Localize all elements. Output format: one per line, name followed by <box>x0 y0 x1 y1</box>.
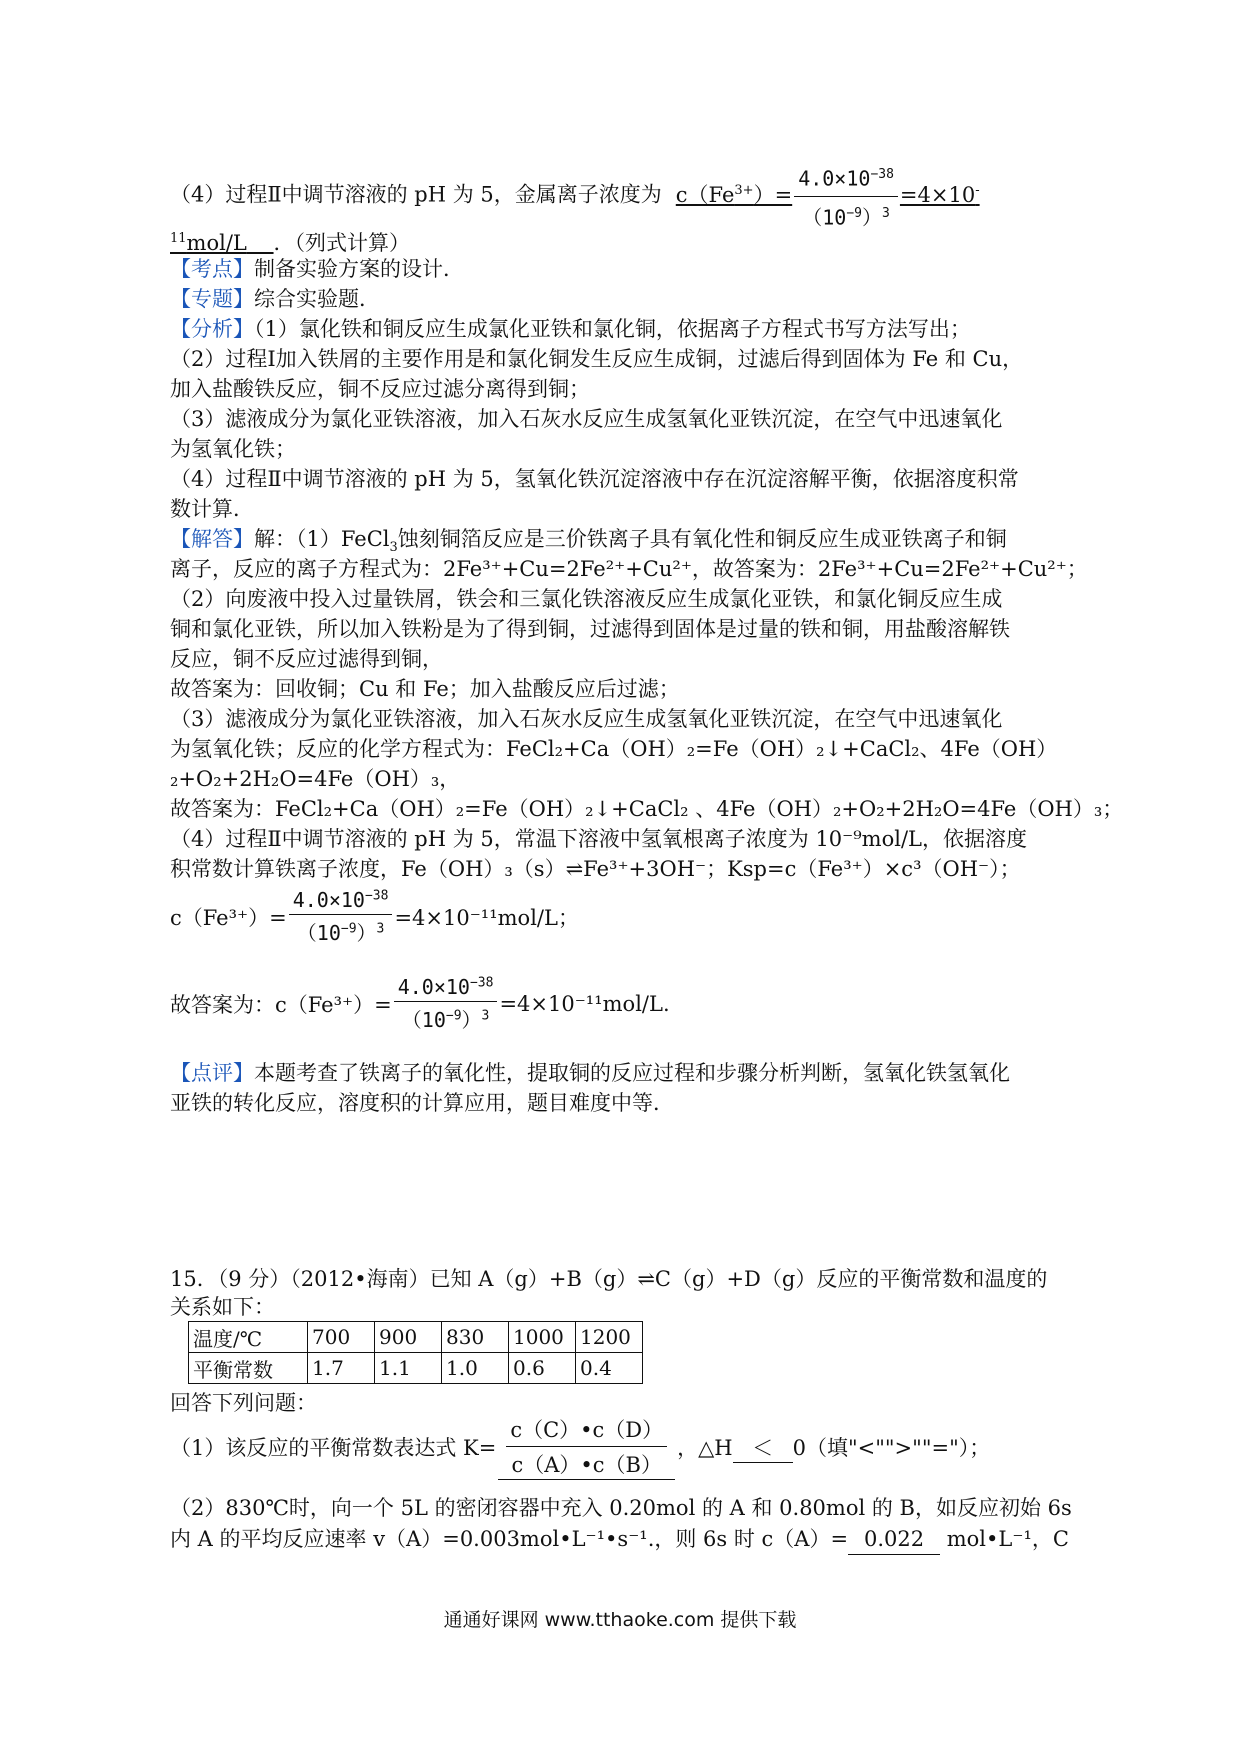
jieda-line-11: （4）过程Ⅱ中调节溶液的 pH 为 5，常温下溶液中氢氧根离子浓度为 10⁻⁹mol/L，依据溶度 <box>170 827 1027 851</box>
q15-line-1: 15．（9 分）（2012•海南）已知 A（g）+B（g）⇌C（g）+D（g）反应的平衡常数和温度的 <box>170 1267 1048 1291</box>
fenxi-line-6: （4）过程Ⅱ中调节溶液的 pH 为 5，氢氧化铁沉淀溶液中存在沉淀溶解平衡，依据溶度积常 <box>170 467 1019 491</box>
q4-frac-den-pow: 3 <box>882 205 890 221</box>
q15-p1-pre: （1）该反应的平衡常数表达式 K= <box>170 1436 497 1460</box>
q15-line-2: 关系如下： <box>170 1295 275 1319</box>
fenxi-line-4: （3）滤液成分为氯化亚铁溶液，加入石灰水反应生成氢氧化亚铁沉淀，在空气中迅速氧化 <box>170 407 1003 431</box>
table-cell: 700 <box>308 1322 375 1353</box>
table-row <box>189 1353 643 1384</box>
q4-frac-den-exp: −9 <box>846 205 863 221</box>
f2-den-pow: 3 <box>481 1008 490 1024</box>
jieda-line-12: 积常数计算铁离子浓度，Fe（OH）₃（s）⇌Fe³⁺+3OH⁻；Ksp=c（Fe³⁺）×c³（OH⁻）； <box>170 857 1021 881</box>
table-cell: 0.6 <box>509 1353 576 1384</box>
q15-p1-mid: ，△H <box>677 1436 733 1460</box>
jieda-line-7: （3）滤液成分为氯化亚铁溶液，加入石灰水反应生成氢氧化亚铁沉淀，在空气中迅速氧化 <box>170 707 1003 731</box>
jieda-line-6: 故答案为：回收铜；Cu 和 Fe；加入盐酸反应后过滤； <box>170 677 680 701</box>
dianping-line-2: 亚铁的转化反应，溶度积的计算应用，题目难度中等． <box>170 1091 674 1115</box>
q4-answer <box>662 183 792 207</box>
q15-dh-answer: ＜ <box>733 1432 793 1463</box>
q4-ans-c: c（Fe <box>675 182 735 207</box>
q15-p2-post: mol•L⁻¹，C <box>940 1527 1069 1551</box>
page-footer: 通通好课网 www.tthaoke.com 提供下载 <box>443 1609 797 1631</box>
q4-fraction <box>794 160 898 232</box>
kaodian-text: 制备实验方案的设计． <box>254 257 464 281</box>
jieda-formula-2 <box>170 975 670 1033</box>
zhuanti-text: 综合实验题． <box>254 287 380 311</box>
f1-pre: c（Fe³⁺）= <box>170 906 287 930</box>
f1-den: （10 <box>296 921 341 945</box>
q15-part1 <box>170 1414 990 1480</box>
table-cell: 900 <box>375 1322 442 1353</box>
table-cell: 1000 <box>509 1322 576 1353</box>
jieda-line-9: ₂+O₂+2H₂O=4Fe（OH）₃， <box>170 767 461 791</box>
table-row <box>189 1322 643 1353</box>
f2-den: （10 <box>401 1008 446 1032</box>
q4-frac-num: 4.0×10 <box>798 166 871 191</box>
q15-k-den: c（A）•c（B） <box>511 1453 662 1477</box>
q15-k-fraction <box>498 1414 675 1480</box>
f2-post: =4×10⁻¹¹mol/L. <box>499 992 670 1016</box>
jieda-text-1a: 解：（1）FeCl <box>254 527 390 551</box>
fenxi-tag: 【分析】 <box>170 317 254 341</box>
q4-line2-tail: ．（列式计算） <box>273 231 411 255</box>
f1-num-exp: −38 <box>364 888 389 904</box>
f1-post: =4×10⁻¹¹mol/L； <box>394 906 579 930</box>
f1-num: 4.0×10 <box>292 888 365 912</box>
dianping-text-1: 本题考查了铁离子的氧化性，提取铜的反应过程和步骤分析判断，氢氧化铁氢氧化 <box>254 1061 1010 1085</box>
f2-fraction <box>394 975 498 1033</box>
fenxi-text-1: （1）氯化铁和铜反应生成氯化亚铁和氯化铜，依据离子方程式书写方法写出； <box>254 317 971 341</box>
f2-pre: 故答案为：c（Fe³⁺）= <box>170 993 392 1017</box>
f1-den-exp: −9 <box>340 921 357 937</box>
q4-equals-text: =4×10 <box>899 182 976 207</box>
table-cell: 1200 <box>576 1322 643 1353</box>
q4-line2-unit: mol/L <box>186 231 247 255</box>
dianping-line-1 <box>170 1058 1010 1088</box>
table-cell: 平衡常数 <box>189 1353 308 1384</box>
jieda-sub-1: 3 <box>389 540 398 556</box>
q15-table <box>188 1321 643 1384</box>
q15-ca-answer: 0.022 <box>848 1524 940 1555</box>
q15-p2-pre: 内 A 的平均反应速率 v（A）=0.003mol•L⁻¹•s⁻¹.，则 6s 时 c（A）= <box>170 1527 849 1551</box>
table-cell: 0.4 <box>576 1353 643 1384</box>
q4-prefix: （4）过程Ⅱ中调节溶液的 pH 为 5，金属离子浓度为 <box>170 182 662 207</box>
jieda-line-10: 故答案为：FeCl₂+Ca（OH）₂=Fe（OH）₂↓+CaCl₂ 、4Fe（OH）₂+O₂+2H₂O=4Fe（OH）₃； <box>170 797 1124 821</box>
kaodian-line <box>170 254 464 284</box>
q4-equals <box>900 183 980 207</box>
dianping-tag: 【点评】 <box>170 1061 254 1085</box>
q15-k-num: c（C）•c（D） <box>506 1414 667 1447</box>
f1-den-pow: 3 <box>376 921 385 937</box>
q15-part2-line1: （2）830℃时，向一个 5L 的密闭容器中充入 0.20mol 的 A 和 0.80mol 的 B，如反应初始 6s <box>170 1496 1072 1520</box>
q15-p1-post: 0（填"<"">""="）； <box>792 1436 991 1460</box>
jieda-text-1b: 蚀刻铜箔反应是三价铁离子具有氧化性和铜反应生成亚铁离子和铜 <box>397 527 1007 551</box>
jieda-line-5: 反应，铜不反应过滤得到铜， <box>170 647 443 671</box>
f2-den-exp: −9 <box>445 1008 462 1024</box>
jieda-line-8: 为氢氧化铁；反应的化学方程式为：FeCl₂+Ca（OH）₂=Fe（OH）₂↓+CaCl₂、4Fe（OH） <box>170 737 1058 761</box>
q4-frac-num-exp: −38 <box>870 167 894 182</box>
jieda-line-4: 铜和氯化亚铁，所以加入铁粉是为了得到铜，过滤得到固体是过量的铁和铜，用盐酸溶解铁 <box>170 617 1010 641</box>
fenxi-line-3: 加入盐酸铁反应，铜不反应过滤分离得到铜； <box>170 377 590 401</box>
fenxi-line-1 <box>170 314 971 344</box>
f2-num: 4.0×10 <box>397 975 470 999</box>
fenxi-line-5: 为氢氧化铁； <box>170 437 296 461</box>
q15-line-3: 回答下列问题： <box>170 1391 317 1415</box>
jieda-line-2: 离子，反应的离子方程式为：2Fe³⁺+Cu=2Fe²⁺+Cu²⁺，故答案为：2Fe³⁺+Cu=2Fe²⁺+Cu²⁺； <box>170 557 1088 581</box>
q4-answer-line2 <box>170 224 410 258</box>
f2-den-close: ） <box>461 1008 482 1032</box>
table-cell: 温度/℃ <box>189 1322 308 1353</box>
f1-fraction <box>289 888 393 946</box>
q4-line2-exp: 11 <box>170 231 187 246</box>
table-cell: 830 <box>442 1322 509 1353</box>
zhuanti-line <box>170 284 380 314</box>
fenxi-line-2: （2）过程Ⅰ加入铁屑的主要作用是和氯化铜发生反应生成铜，过滤后得到固体为 Fe 和 Cu， <box>170 347 1024 371</box>
table-cell: 1.0 <box>442 1353 509 1384</box>
jieda-formula-1 <box>170 888 579 946</box>
q4-ans-sup: 3+ <box>734 182 754 198</box>
table-cell: 1.1 <box>375 1353 442 1384</box>
jieda-line-3: （2）向废液中投入过量铁屑，铁会和三氯化铁溶液反应生成氯化亚铁，和氯化铜反应生成 <box>170 587 1003 611</box>
q4-exp-cont: - <box>975 182 980 198</box>
table-cell: 1.7 <box>308 1353 375 1384</box>
zhuanti-tag: 【专题】 <box>170 287 254 311</box>
q4-answer-line <box>170 160 980 232</box>
q4-frac-den-close: ） <box>862 205 883 230</box>
q4-line2-answer <box>170 231 274 255</box>
q15-part2-line2 <box>170 1524 1069 1555</box>
kaodian-tag: 【考点】 <box>170 257 254 281</box>
f2-num-exp: −38 <box>469 975 494 991</box>
q4-ans-close: ）= <box>753 182 793 207</box>
fenxi-line-7: 数计算． <box>170 497 254 521</box>
jieda-tag: 【解答】 <box>170 527 254 551</box>
f1-den-close: ） <box>356 921 377 945</box>
q4-frac-den: （10 <box>802 205 847 230</box>
